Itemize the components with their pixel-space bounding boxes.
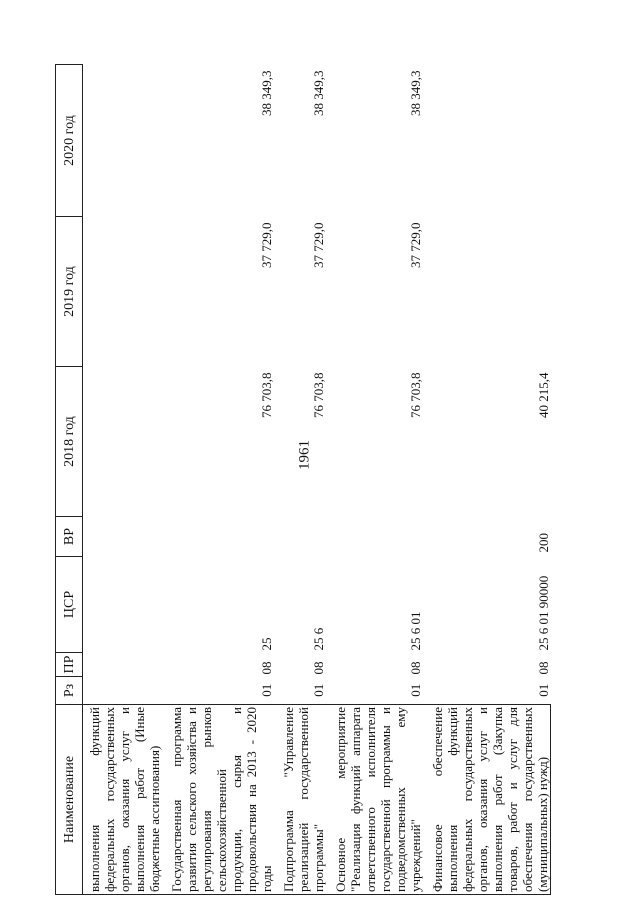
cell-2019: [423, 217, 551, 367]
cell-rz: 01: [535, 683, 551, 697]
cell-name: Государственная программа развития сельского хозяйства и регулирования рынков сельскохозяйственной продукции, сырья и продовольствия на 2013 - 2020 годы: [162, 705, 274, 895]
cell-2018: [83, 367, 163, 517]
cell-2020: [423, 65, 551, 217]
table-row: [83, 65, 163, 895]
cell-vr: 200: [535, 533, 551, 553]
cell-2018: 76 703,8: [408, 372, 423, 418]
cell-csr: 25: [259, 637, 274, 651]
cell-pr: 08: [408, 661, 423, 675]
cell-rz: 01: [408, 683, 423, 697]
header-pr: ПР: [56, 653, 83, 677]
budget-table: [55, 64, 551, 895]
cell-rz: [83, 677, 163, 705]
cell-2020: [83, 65, 163, 217]
cell-csr: 25 6 01: [408, 611, 423, 651]
cell-2019: 37 729,0: [408, 222, 423, 268]
cell-2018: 76 703,8: [311, 372, 326, 418]
cell-2020: 38 349,3: [408, 70, 423, 116]
page-number: 1961: [296, 440, 313, 470]
header-2018: 2018 год: [56, 367, 83, 517]
table-row: [423, 65, 551, 895]
header-csr: ЦСР: [56, 557, 83, 653]
cell-vr: [274, 517, 326, 557]
cell-2018: 40 215,4: [535, 372, 551, 418]
cell-vr: [162, 517, 274, 557]
cell-2019: [83, 217, 163, 367]
table-header: [56, 65, 83, 895]
header-name: Наименование: [56, 705, 83, 895]
cell-2019: 37 729,0: [311, 222, 326, 268]
cell-name: выполнения функций федеральных государственных органов, оказания услуг и выполнения работ (Иные бюджетные ассигнования): [83, 705, 163, 895]
cell-rz: 01: [259, 683, 274, 697]
cell-csr: 25 6: [311, 627, 326, 651]
cell-2020: 38 349,3: [311, 70, 326, 116]
cell-pr: [83, 653, 163, 677]
cell-2018: 76 703,8: [259, 372, 274, 418]
table-sheet: [55, 65, 585, 895]
header-2019: 2019 год: [56, 217, 83, 367]
cell-2019: 37 729,0: [259, 222, 274, 268]
cell-name: Основное мероприятие "Реализация функций аппарата ответственного исполнителя государственной программы и подведомственных ему учреждений": [326, 705, 423, 895]
cell-pr: 08: [535, 661, 551, 675]
cell-rz: 01: [311, 683, 326, 697]
cell-vr: [83, 517, 163, 557]
table-row: [274, 65, 326, 895]
table-body: [83, 65, 551, 895]
header-rz: Рз: [56, 677, 83, 705]
cell-csr: [83, 557, 163, 653]
cell-pr: 08: [259, 661, 274, 675]
header-vr: ВР: [56, 517, 83, 557]
header-2020: 2020 год: [56, 65, 83, 217]
cell-vr: [326, 517, 423, 557]
table-row: [162, 65, 274, 895]
cell-name: Финансовое обеспечение выполнения функций федеральных государственных органов, оказания услуг и выполнения работ (Закупка товаров, работ и услуг для обеспечения государственных (муниципальных) нужд): [423, 705, 551, 895]
cell-csr: 25 6 01 90000: [535, 575, 551, 651]
table-row: [326, 65, 423, 895]
cell-pr: 08: [311, 661, 326, 675]
cell-name: Подпрограмма "Управление реализацией государственной программы": [274, 705, 326, 895]
cell-2020: 38 349,3: [259, 70, 274, 116]
